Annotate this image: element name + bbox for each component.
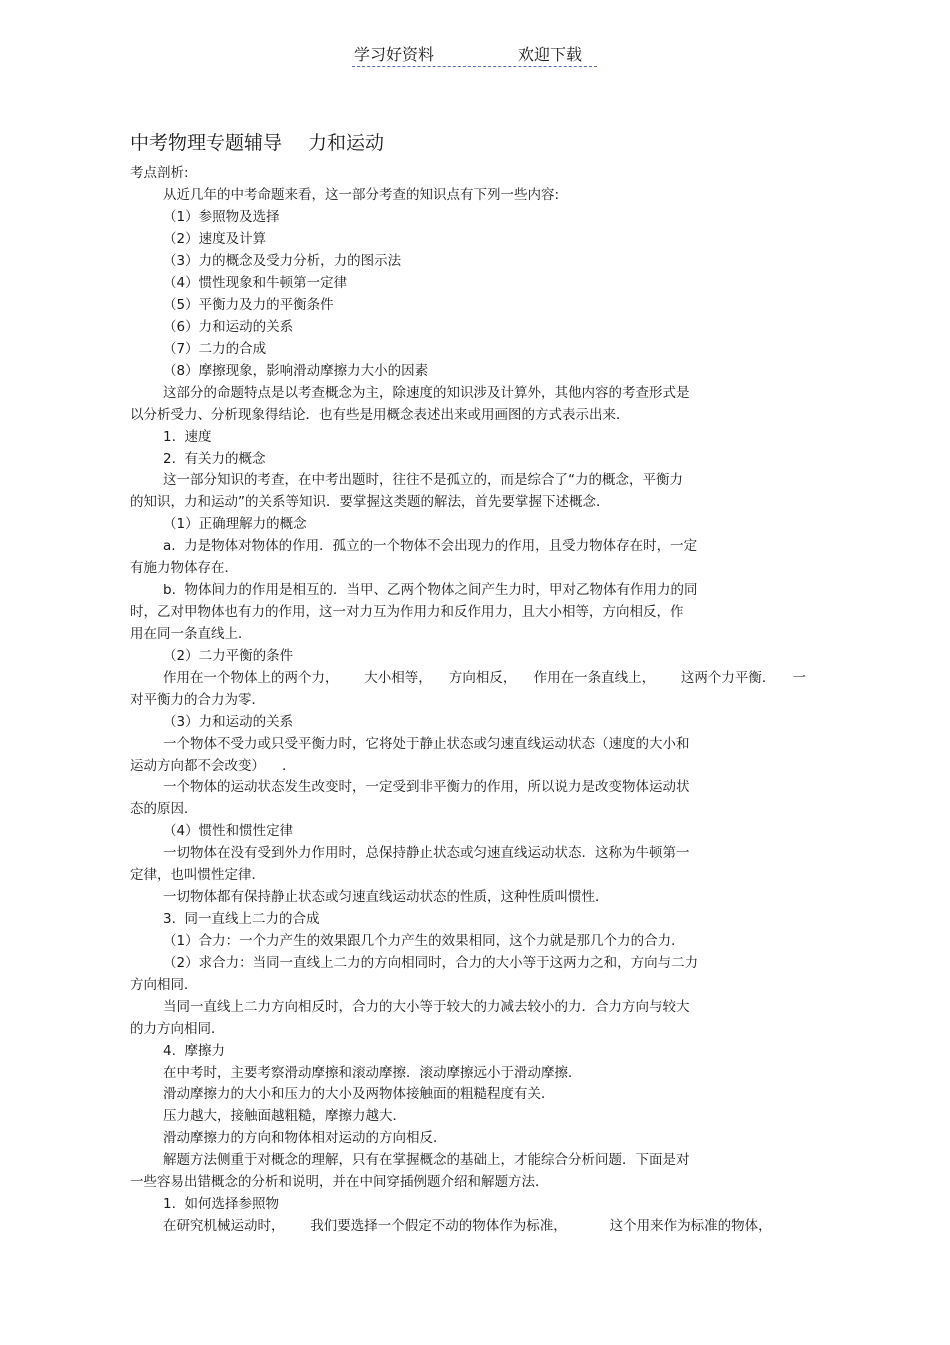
text-line: 以分析受力、分析现象得结论．也有些是用概念表述出来或用画图的方式表示出来． [130, 407, 630, 423]
text-line: 有施力物体存在． [130, 560, 238, 576]
text-line: 态的原因． [130, 801, 198, 817]
text-line: （6）力和运动的关系 [163, 319, 294, 335]
text-line: b. 物体间力的作用是相互的．当甲、乙两个物体之间产生力时，甲对乙物体有作用力的同 [163, 582, 698, 598]
text-line: 2. 有关力的概念 [163, 451, 266, 467]
text-line: （1）参照物及选择 [163, 209, 280, 225]
text-line: 解题方法侧重于对概念的理解，只有在掌握概念的基础上，才能综合分析问题．下面是对 [163, 1152, 690, 1168]
text-line: （3）力和运动的关系 [163, 714, 294, 730]
text-line: 一切物体在没有受到外力作用时，总保持静止状态或匀速直线运动状态．这称为牛顿第一 [163, 845, 690, 861]
text-line: 的知识，力和运动”的关系等知识．要掌握这类题的解法，首先要掌握下述概念． [130, 494, 610, 510]
text-line: （8）摩擦现象，影响滑动摩擦力大小的因素 [163, 363, 429, 379]
text-line: 这一部分知识的考查，在中考出题时，往往不是孤立的，而是综合了“力的概念，平衡力 [163, 472, 683, 488]
text-line: 1. 速度 [163, 429, 212, 445]
text-line: 滑动摩擦力的方向和物体相对运动的方向相反． [163, 1130, 447, 1146]
text-line: 作用在一个物体上的两个力， 大小相等， 方向相反， 作用在一条直线上， 这两个力平衡． 一 [163, 670, 806, 686]
text-line: （2）速度及计算 [163, 231, 267, 247]
text-line: 的力方向相同． [130, 1021, 225, 1037]
text-line: 当同一直线上二力方向相反时，合力的大小等于较大的力减去较小的力．合力方向与较大 [163, 999, 690, 1015]
text-line: 这部分的命题特点是以考查概念为主，除速度的知识涉及计算外，其他内容的考查形式是 [163, 385, 690, 401]
text-line: （2）二力平衡的条件 [163, 648, 294, 664]
text-line: 一些容易出错概念的分析和说明，并在中间穿插例题介绍和解题方法． [130, 1174, 549, 1190]
text-line: 一个物体的运动状态发生改变时，一定受到非平衡力的作用，所以说力是改变物体运动状 [163, 779, 690, 795]
text-line: 4. 摩擦力 [163, 1043, 225, 1059]
text-line: 考点剖析: [130, 165, 189, 181]
text-line: 1. 如何选择参照物 [163, 1196, 279, 1212]
text-line: 压力越大，接触面越粗糙，摩擦力越大． [163, 1108, 406, 1124]
text-line: （5）平衡力及力的平衡条件 [163, 297, 334, 313]
text-line: 一切物体都有保持静止状态或匀速直线运动状态的性质，这种性质叫惯性． [163, 889, 609, 905]
document-title [130, 128, 384, 155]
text-line: （3）力的概念及受力分析，力的图示法 [163, 253, 402, 269]
text-line: 3. 同一直线上二力的合成 [163, 911, 320, 927]
text-line: 方向相同． [130, 977, 198, 993]
text-line: 运动方向都不会改变） ． [130, 758, 296, 774]
title-sub: 力和运动 [308, 132, 385, 154]
text-line: 在中考时，主要考察滑动摩擦和滚动摩擦．滚动摩擦远小于滑动摩擦． [163, 1065, 582, 1081]
page-header [352, 42, 597, 67]
text-line: （4）惯性和惯性定律 [163, 823, 294, 839]
text-line: （7）二力的合成 [163, 341, 267, 357]
text-line: （1）正确理解力的概念 [163, 516, 307, 532]
title-main: 中考物理专题辅导 [130, 132, 283, 154]
text-line: 在研究机械运动时， 我们要选择一个假定不动的物体作为标准， 这个用来作为标准的物体， [163, 1218, 772, 1234]
text-line: （4）惯性现象和牛顿第一定律 [163, 275, 348, 291]
text-line: 时，乙对甲物体也有力的作用，这一对力互为作用力和反作用力，且大小相等，方向相反，作 [130, 604, 684, 620]
header-right-text: 欢迎下载 [518, 45, 583, 64]
text-line: a. 力是物体对物体的作用．孤立的一个物体不会出现力的作用，且受力物体存在时，一定 [163, 538, 698, 554]
text-line: 一个物体不受力或只受平衡力时，它将处于静止状态或匀速直线运动状态（速度的大小和 [163, 736, 690, 752]
text-line: 定律，也叫惯性定律． [130, 867, 265, 883]
text-line: 滑动摩擦力的大小和压力的大小及两物体接触面的粗糙程度有关． [163, 1086, 555, 1102]
text-line: （2）求合力：当同一直线上二力的方向相同时，合力的大小等于这两力之和，方向与二力 [163, 955, 699, 971]
text-line: 用在同一条直线上． [130, 626, 252, 642]
header-left-text: 学习好资料 [354, 45, 435, 64]
text-line: （1）合力：一个力产生的效果跟几个力产生的效果相同，这个力就是那几个力的合力． [163, 933, 685, 949]
text-line: 从近几年的中考命题来看，这一部分考查的知识点有下列一些内容: [163, 187, 560, 203]
text-line: 对平衡力的合力为零． [130, 692, 265, 708]
